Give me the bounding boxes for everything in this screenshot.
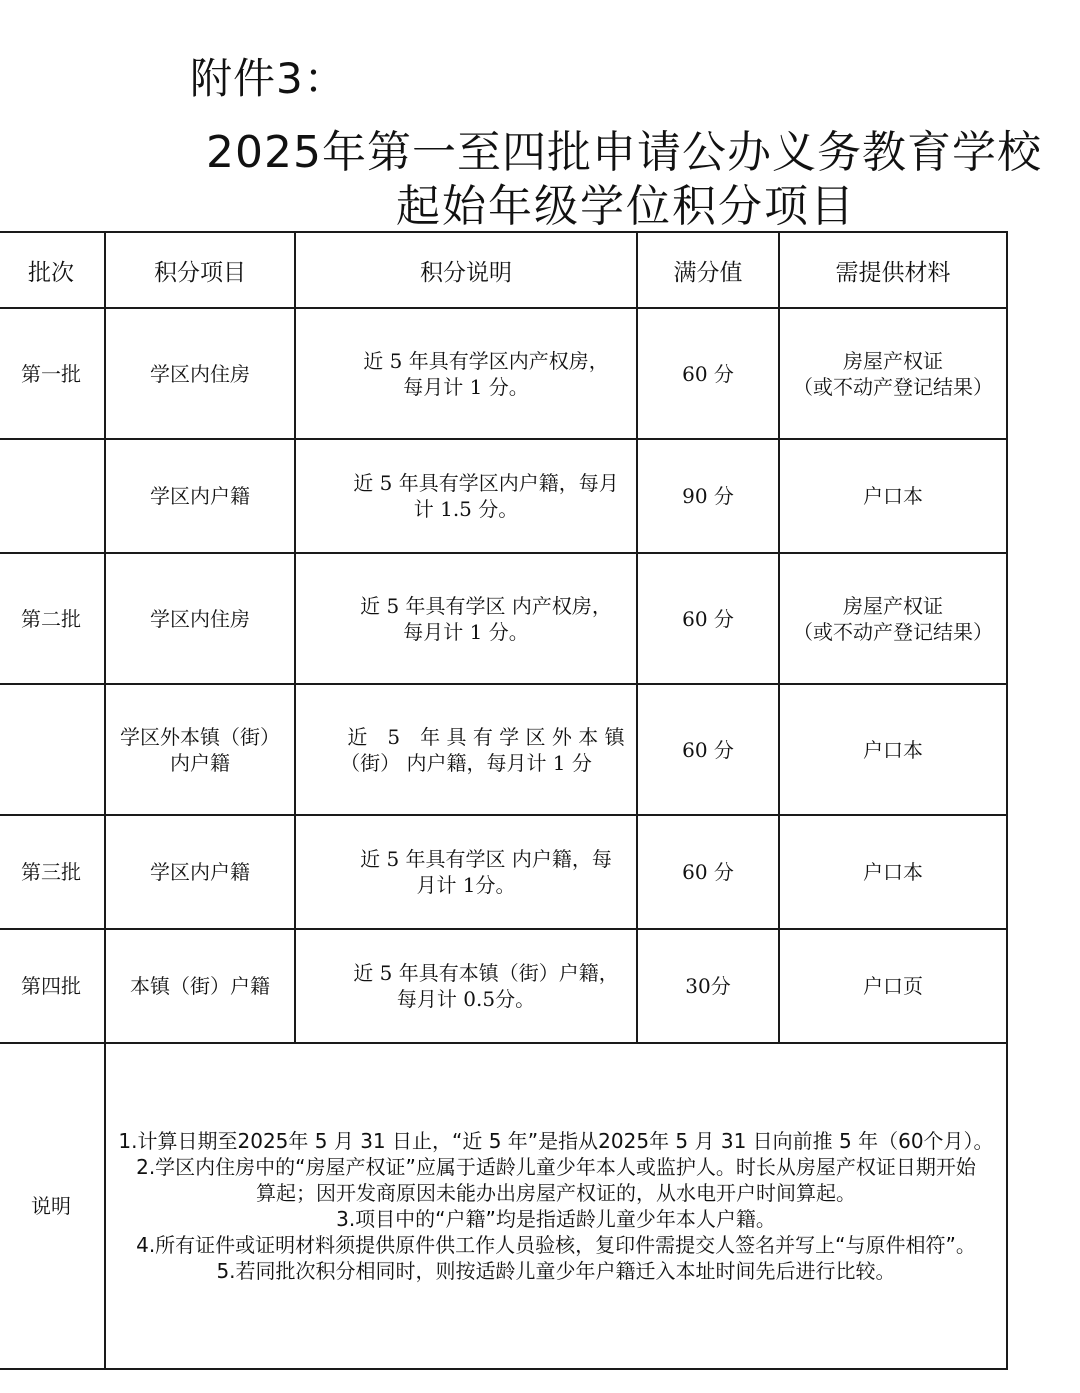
note-line: 1.计算日期至2025年 5 月 31 日止，“近 5 年”是指从2025年 5 月 31 日向前推 5 年（60个月）。 (118, 1129, 994, 1153)
batch-cell: 第三批 (0, 815, 105, 929)
materials-cell: 房屋产权证 （或不动产登记结果） (779, 553, 1007, 684)
description-cell: 近 5 年具有学区 内产权房， 每月计 1 分。 (295, 553, 637, 684)
score-cell: 90 分 (637, 439, 779, 553)
notes-label: 说明 (0, 1043, 105, 1369)
table-row (0, 439, 1007, 553)
document-title-line-1: 2025年第一至四批申请公办义务教育学校 (206, 127, 1042, 178)
table-header-row (0, 232, 1007, 308)
item-cell: 学区外本镇（街） 内户籍 (105, 684, 295, 815)
score-cell: 30分 (637, 929, 779, 1043)
description-cell: 近 5 年具有学区内户籍，每月 计 1.5 分。 (295, 439, 637, 553)
table-row (0, 815, 1007, 929)
score-cell: 60 分 (637, 684, 779, 815)
document-title-line-2: 起始年级学位积分项目 (396, 181, 856, 232)
score-cell: 60 分 (637, 308, 779, 439)
materials-cell: 户口页 (779, 929, 1007, 1043)
item-cell: 学区内户籍 (105, 815, 295, 929)
column-header-item: 积分项目 (105, 232, 295, 308)
item-cell: 学区内户籍 (105, 439, 295, 553)
batch-cell: 第四批 (0, 929, 105, 1043)
description-cell: 近 5 年具有学区内产权房， 每月计 1 分。 (295, 308, 637, 439)
batch-cell (0, 684, 105, 815)
notes-cell (105, 1043, 1007, 1369)
column-header-max-score: 满分值 (637, 232, 779, 308)
batch-cell: 第一批 (0, 308, 105, 439)
note-line: 3.项目中的“户籍”均是指适龄儿童少年本人户籍。 (336, 1207, 776, 1231)
column-header-materials: 需提供材料 (779, 232, 1007, 308)
points-table (0, 231, 1008, 1370)
materials-cell: 户口本 (779, 439, 1007, 553)
item-cell: 学区内住房 (105, 308, 295, 439)
column-header-description: 积分说明 (295, 232, 637, 308)
notes-row (0, 1043, 1007, 1369)
batch-cell (0, 439, 105, 553)
note-line: 4.所有证件或证明材料须提供原件供工作人员验核，复印件需提交人签名并写上“与原件相符”。 (136, 1233, 976, 1257)
materials-cell: 户口本 (779, 815, 1007, 929)
materials-cell: 户口本 (779, 684, 1007, 815)
attachment-label: 附件3： (190, 54, 347, 103)
score-cell: 60 分 (637, 553, 779, 684)
note-line: 2.学区内住房中的“房屋产权证”应属于适龄儿童少年本人或监护人。时长从房屋产权证日期开始 (136, 1155, 976, 1179)
description-cell: 近 5 年 具 有 学 区 外 本 镇 （街） 内户籍，每月计 1 分 (295, 684, 637, 815)
item-cell: 本镇（街）户籍 (105, 929, 295, 1043)
table-row (0, 684, 1007, 815)
table-row (0, 553, 1007, 684)
materials-cell: 房屋产权证 （或不动产登记结果） (779, 308, 1007, 439)
column-header-batch: 批次 (0, 232, 105, 308)
note-line: 算起；因开发商原因未能办出房屋产权证的，从水电开户时间算起。 (256, 1181, 856, 1205)
score-cell: 60 分 (637, 815, 779, 929)
note-line: 5.若同批次积分相同时，则按适龄儿童少年户籍迁入本址时间先后进行比较。 (216, 1259, 896, 1283)
description-cell: 近 5 年具有本镇（街）户籍， 每月计 0.5分。 (295, 929, 637, 1043)
table-row (0, 929, 1007, 1043)
batch-cell: 第二批 (0, 553, 105, 684)
description-cell: 近 5 年具有学区 内户籍，每 月计 1分。 (295, 815, 637, 929)
item-cell: 学区内住房 (105, 553, 295, 684)
table-row (0, 308, 1007, 439)
